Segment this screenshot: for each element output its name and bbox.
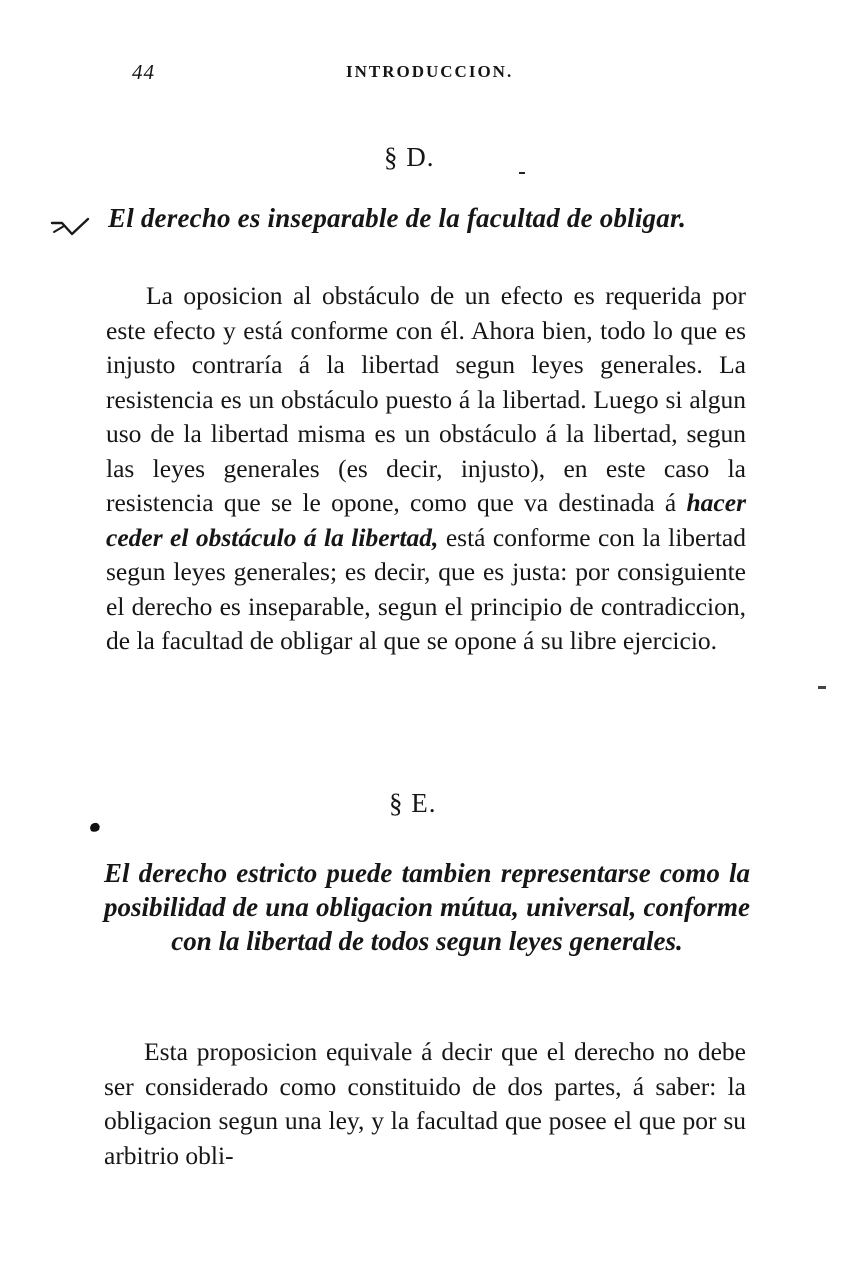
section-e-paragraph-text: Esta proposicion equivale á decir que el derecho no debe ser considerado como constituido de dos partes, á saber: la obligacion segun una ley, y la facultad que posee el que por su arbitrio obli- [104, 1037, 746, 1170]
page-number: 44 [132, 60, 155, 84]
running-head [132, 60, 752, 88]
section-d-paragraph-text: La oposicion al obstáculo de un efecto es requerida por este efecto y está conforme con él. Ahora bien, todo lo que es injusto contraría á la libertad segun leyes generales. La resistencia es un obstáculo puesto á la libertad. Luego si algun uso de la libertad misma es un obstáculo á la libertad, segun las leyes generales (es decir, injusto), en este caso la resistencia que se le opone, como que va destinada á [106, 281, 746, 517]
stray-dash [519, 172, 525, 174]
section-d-paragraph-italic: hacer ceder el obstáculo á la libertad, [106, 488, 746, 552]
section-d-heading: § D. [384, 142, 435, 172]
stray-dash [818, 686, 826, 689]
section-e-thesis: El derecho estricto puede tambien representarse como la posibilidad de una obligacion mútua, universal, conforme con la libertad de todos segun leyes generales. [104, 858, 750, 956]
checkmark-pen-icon [50, 214, 90, 238]
ink-dot-icon [88, 820, 102, 834]
section-d-paragraph-text-end: está conforme con la libertad segun leyes generales; es decir, que es justa: por consiguiente el derecho es inseparable, segun el principio de contradiccion, de la facultad de obligar al que se opone á su libre ejercicio. [106, 522, 746, 655]
section-e-paragraph [104, 1035, 746, 1173]
section-d-paragraph [106, 279, 746, 659]
section-e-heading: § E. [389, 788, 437, 818]
running-title: INTRODUCCION. [346, 62, 514, 81]
section-d-thesis: El derecho es inseparable de la facultad de obligar. [108, 203, 687, 233]
